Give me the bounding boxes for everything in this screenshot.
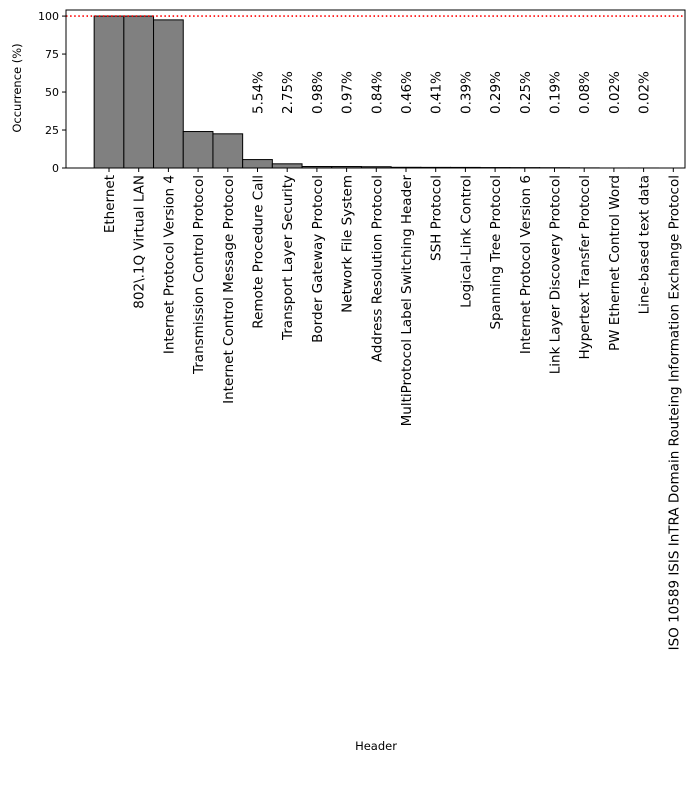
x-tick-label: PW Ethernet Control Word <box>606 175 623 352</box>
x-tick-label: Border Gateway Protocol <box>309 175 326 343</box>
data-label: 0.39% <box>458 71 475 114</box>
data-label: 0.25% <box>517 71 534 114</box>
x-tick-label: MultiProtocol Label Switching Header <box>399 175 415 427</box>
x-tick-label: Internet Protocol Version 4 <box>161 175 178 355</box>
x-tick-label: Logical-Link Control <box>458 175 475 308</box>
bar <box>94 16 124 168</box>
data-label: 0.41% <box>428 71 445 114</box>
x-tick-label: Internet Control Message Protocol <box>220 175 237 404</box>
y-tick-label: 0 <box>52 162 59 175</box>
bar <box>154 20 184 168</box>
data-label: 0.84% <box>369 71 386 114</box>
data-label: 0.19% <box>547 71 564 114</box>
y-axis-title: Occurrence (%) <box>10 43 24 133</box>
y-axis <box>38 10 66 175</box>
x-tick-label: ISO 10589 ISIS InTRA Domain Routeing Information Exchange Protocol <box>666 175 683 651</box>
y-tick-label: 100 <box>38 10 59 24</box>
data-label: 0.98% <box>309 71 326 114</box>
data-label: 0.46% <box>399 71 415 114</box>
x-tick-label: Address Resolution Protocol <box>369 175 386 363</box>
x-tick-label: Line-based text data <box>636 175 653 315</box>
x-axis <box>102 168 682 650</box>
x-tick-label: Remote Procedure Call <box>250 175 267 329</box>
x-tick-label: Ethernet <box>102 175 118 234</box>
bar <box>183 132 213 168</box>
bar <box>124 16 154 168</box>
x-tick-label: Spanning Tree Protocol <box>488 175 505 330</box>
x-tick-label: Link Layer Discovery Protocol <box>547 175 564 375</box>
data-label: 0.08% <box>577 71 594 114</box>
x-tick-label: Transmission Control Protocol <box>191 175 208 374</box>
x-tick-label: SSH Protocol <box>428 175 445 261</box>
y-tick-label: 50 <box>45 86 59 100</box>
bar <box>213 134 243 168</box>
bar <box>243 160 273 168</box>
y-tick-label: 75 <box>45 48 59 62</box>
data-label: 2.75% <box>280 71 297 114</box>
data-label: 5.54% <box>250 71 267 114</box>
data-label: 0.29% <box>488 71 505 114</box>
x-tick-label: Hypertext Transfer Protocol <box>577 175 594 360</box>
x-tick-label: Network File System <box>339 175 356 313</box>
data-label: 0.02% <box>636 71 653 114</box>
x-tick-label: Internet Protocol Version 6 <box>517 175 534 355</box>
x-tick-label: Transport Layer Security <box>280 175 297 341</box>
bar <box>272 164 302 168</box>
x-axis-title: Header <box>355 739 397 753</box>
x-tick-label: 802\.1Q Virtual LAN <box>131 175 148 309</box>
data-label: 0.97% <box>339 71 356 114</box>
data-label: 0.02% <box>606 71 623 114</box>
y-tick-label: 25 <box>45 124 59 138</box>
